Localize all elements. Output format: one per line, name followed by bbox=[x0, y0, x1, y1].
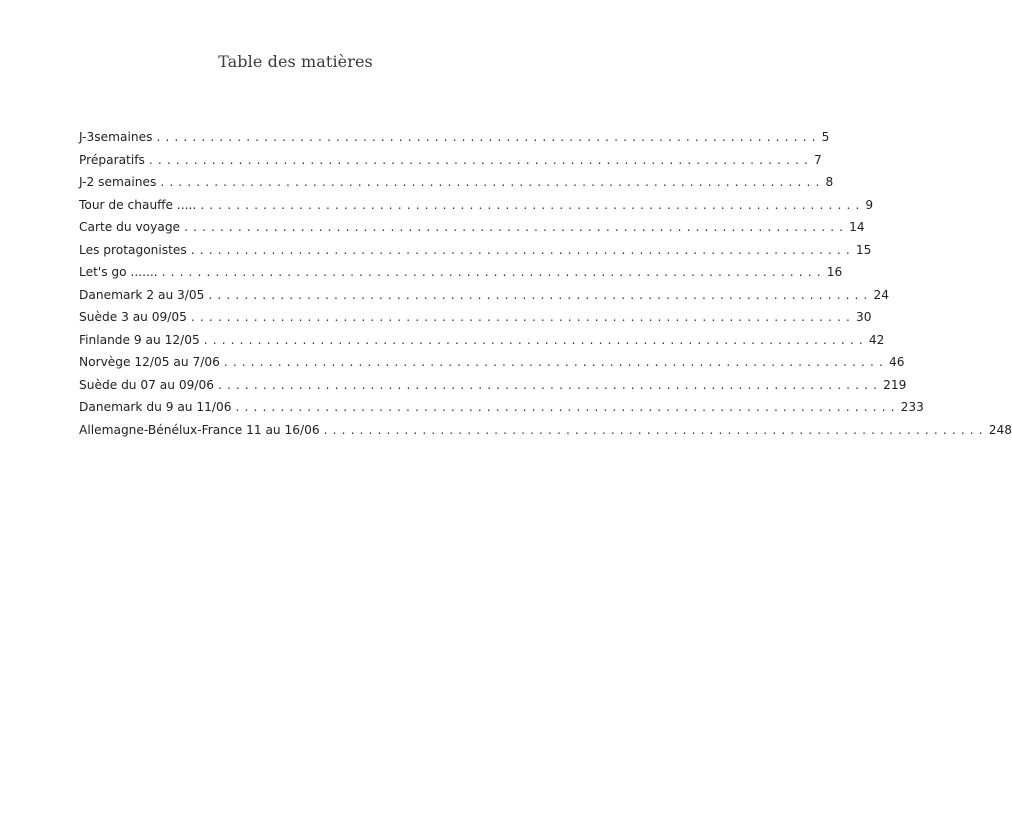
toc-entry bbox=[79, 175, 834, 198]
toc-entry-page: 8 bbox=[825, 175, 834, 189]
toc-entry-page: 233 bbox=[900, 400, 924, 414]
toc-entry bbox=[79, 400, 924, 423]
toc-dot-leader: .......................................................................... bbox=[203, 332, 868, 347]
toc-dot-leader: .......................................................................... bbox=[148, 152, 813, 167]
toc-dot-leader: .......................................................................... bbox=[161, 265, 826, 279]
toc-entry-label: J-2 semaines bbox=[79, 175, 157, 189]
toc-entry bbox=[79, 422, 1012, 446]
toc-entry-label: Les protagonistes bbox=[79, 242, 187, 257]
toc-entry bbox=[79, 287, 890, 311]
toc-dot-leader: .......................................................................... bbox=[184, 220, 849, 234]
toc-entry bbox=[79, 220, 865, 243]
toc-dot-leader: .......................................................................... bbox=[217, 377, 883, 392]
toc-entry bbox=[79, 310, 872, 333]
toc-entry-page: 9 bbox=[865, 197, 874, 212]
toc-entry bbox=[79, 332, 885, 356]
toc-entry bbox=[79, 265, 843, 288]
toc-entry-page: 16 bbox=[826, 265, 843, 279]
toc-entry-label: Carte du voyage bbox=[79, 220, 181, 234]
toc-dot-leader: .......................................................................... bbox=[323, 422, 988, 437]
toc-dot-leader: .......................................................................... bbox=[160, 175, 825, 189]
toc-entry-label: Suède du 07 au 09/06 bbox=[79, 377, 214, 392]
toc-entry-label: Danemark du 9 au 11/06 bbox=[79, 400, 232, 414]
toc-entry-page: 7 bbox=[813, 152, 822, 167]
toc-title: Table des matières bbox=[218, 52, 373, 71]
toc-entry bbox=[79, 152, 822, 176]
toc-dot-leader: .......................................................................... bbox=[190, 310, 855, 324]
toc-entry-page: 15 bbox=[855, 242, 872, 257]
toc-entry bbox=[79, 377, 907, 401]
toc-entry-label: Danemark 2 au 3/05 bbox=[79, 287, 205, 302]
toc-entry-page: 24 bbox=[873, 287, 890, 302]
toc-entry-label: Suède 3 au 09/05 bbox=[79, 310, 187, 324]
toc-entry-label: Finlande 9 au 12/05 bbox=[79, 332, 200, 347]
toc-entry bbox=[79, 197, 874, 221]
toc-dot-leader: .......................................................................... bbox=[200, 197, 865, 212]
toc-entry bbox=[79, 130, 830, 153]
toc-entry bbox=[79, 242, 872, 266]
toc-entry bbox=[79, 355, 905, 378]
toc-dot-leader: .......................................................................... bbox=[223, 355, 888, 369]
toc-entry-page: 248 bbox=[988, 422, 1012, 437]
toc-list bbox=[79, 130, 1012, 445]
toc-entry-label: Préparatifs bbox=[79, 152, 145, 167]
toc-dot-leader: .......................................................................... bbox=[235, 400, 900, 414]
toc-entry-label: Allemagne-Bénélux-France 11 au 16/06 bbox=[79, 422, 320, 437]
toc-entry-page: 219 bbox=[883, 377, 907, 392]
toc-entry-page: 14 bbox=[849, 220, 865, 234]
toc-entry-page: 42 bbox=[868, 332, 885, 347]
toc-entry-label: J-3semaines bbox=[79, 130, 153, 144]
toc-dot-leader: .......................................................................... bbox=[190, 242, 855, 257]
toc-entry-page: 30 bbox=[855, 310, 872, 324]
toc-dot-leader: .......................................................................... bbox=[156, 130, 821, 144]
toc-entry-label: Norvège 12/05 au 7/06 bbox=[79, 355, 220, 369]
toc-entry-label: Tour de chauffe ..... bbox=[79, 197, 197, 212]
toc-dot-leader: .......................................................................... bbox=[208, 287, 873, 302]
toc-entry-page: 5 bbox=[821, 130, 830, 144]
toc-entry-page: 46 bbox=[888, 355, 905, 369]
toc-entry-label: Let's go ....... bbox=[79, 265, 158, 279]
